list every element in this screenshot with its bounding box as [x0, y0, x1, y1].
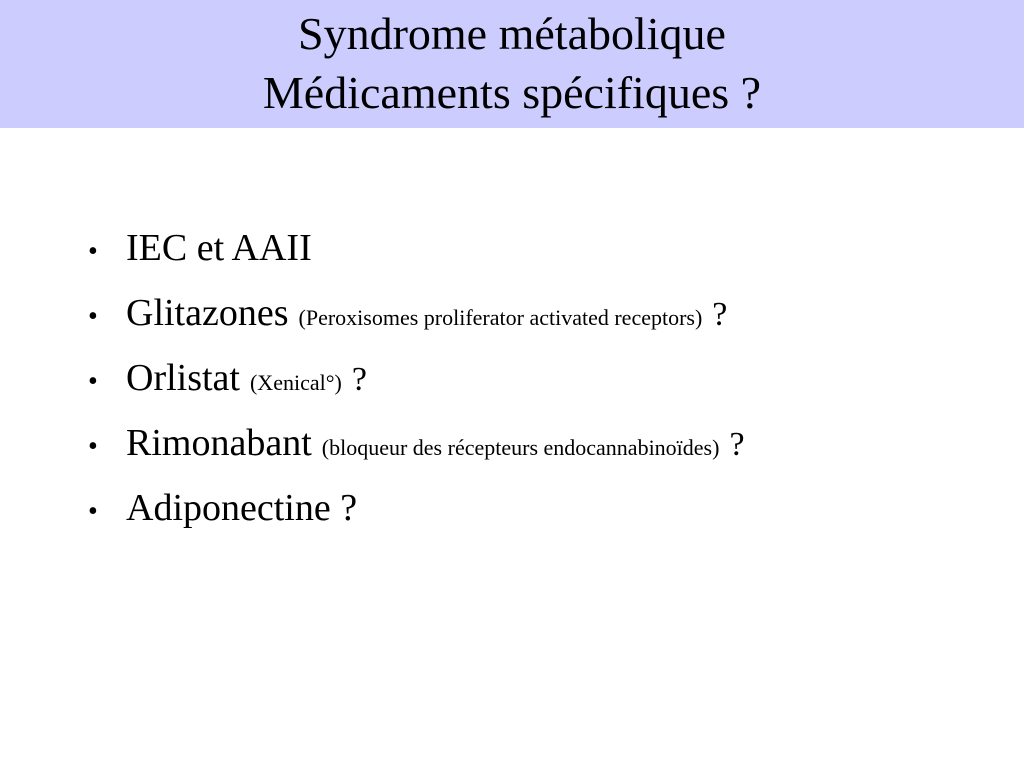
bullet-text: Rimonabant [126, 422, 312, 464]
bullet-item-glitazones [84, 294, 745, 359]
title-line-2: Médicaments spécifiques ? [262, 67, 762, 118]
bullet-note: (Peroxisomes proliferator activated receptors) [298, 305, 703, 330]
bullet-note: (bloqueur des récepteurs endocannabinoïdes) [321, 435, 720, 460]
bullet-question-mark: ? [729, 426, 745, 463]
bullet-note: (Xenical°) [249, 370, 342, 395]
bullet-text: Glitazones [126, 292, 289, 334]
bullet-dot-icon: • [88, 236, 98, 267]
title-band [0, 0, 1024, 128]
bullet-text: Adiponectine ? [126, 487, 358, 529]
bullet-item-adiponectine [84, 489, 745, 554]
bullet-dot-icon: • [88, 301, 98, 332]
bullet-question-mark: ? [351, 361, 367, 398]
bullet-text: Orlistat [126, 357, 240, 399]
bullet-list [84, 229, 745, 554]
bullet-question-mark: ? [712, 296, 728, 333]
bullet-text: IEC et AAII [126, 227, 312, 269]
title-line-1: Syndrome métabolique [298, 8, 726, 59]
bullet-item-rimonabant [84, 424, 745, 489]
slide-title [0, 4, 1024, 122]
bullet-dot-icon: • [88, 431, 98, 462]
bullet-dot-icon: • [88, 366, 98, 397]
bullet-item-iec [84, 229, 745, 294]
bullet-item-orlistat [84, 359, 745, 424]
bullet-dot-icon: • [88, 496, 98, 527]
